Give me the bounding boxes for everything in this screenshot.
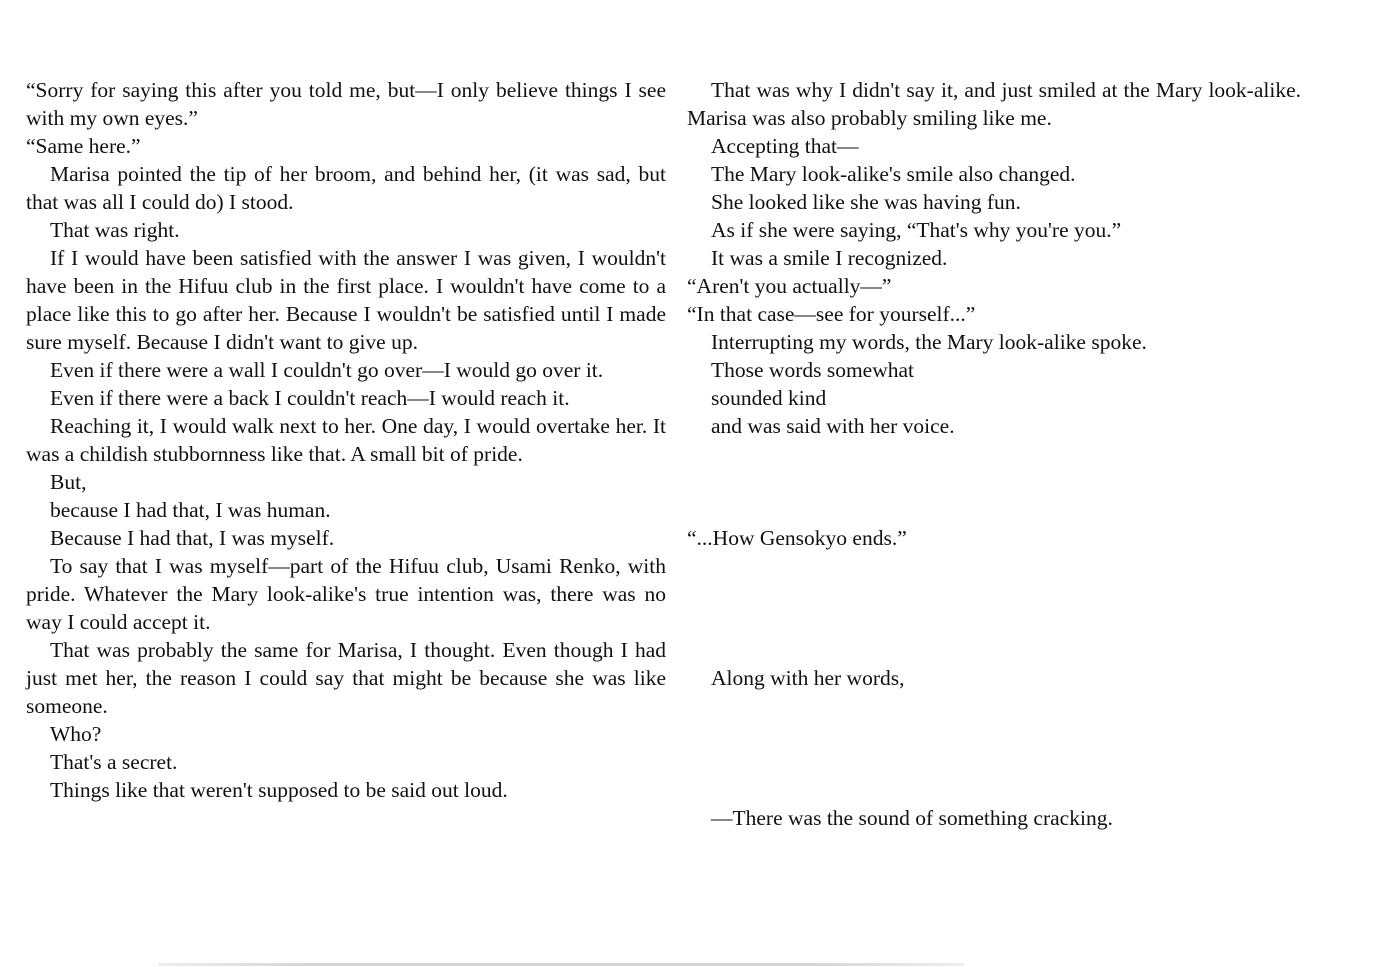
paragraph: Things like that weren't supposed to be said out loud. [50, 778, 508, 802]
paragraph: Marisa pointed the tip of her broom, and behind her, (it was sad, but that was all I could do) I stood. [26, 162, 666, 214]
paragraph: —There was the sound of something cracking. [711, 806, 1113, 830]
paragraph: Interrupting my words, the Mary look-alike spoke. [711, 330, 1147, 354]
blank-space [687, 692, 1301, 804]
paragraph: Accepting that— [711, 134, 859, 158]
paragraph: “Sorry for saying this after you told me, but—I only believe things I see with my own eyes.” [26, 78, 666, 130]
paragraph: Because I had that, I was myself. [50, 526, 335, 550]
page-edge-rule [158, 963, 964, 966]
paragraph: As if she were saying, “That's why you're you.” [711, 218, 1122, 242]
paragraph: Those words somewhat [711, 358, 915, 382]
paragraph: Even if there were a back I couldn't reach—I would reach it. [50, 386, 570, 410]
paragraph: Who? [50, 722, 102, 746]
paragraph: “Same here.” [26, 134, 141, 158]
paragraph: If I would have been satisfied with the answer I was given, I wouldn't have been in the Hifuu club in the first place. I wouldn't have come to a place like this to go after her. Because I wouldn't be satisfied until I made sure myself. Because I didn't want to give up. [26, 246, 666, 354]
paragraph: But, [50, 470, 87, 494]
paragraph: sounded kind [711, 386, 827, 410]
paragraph: and was said with her voice. [711, 414, 955, 438]
paragraph: That was probably the same for Marisa, I thought. Even though I had just met her, the reason I could say that might be because she was like someone. [26, 638, 666, 718]
paragraph: “In that case—see for yourself...” [687, 302, 976, 326]
blank-space [687, 440, 1301, 524]
paragraph: That was why I didn't say it, and just smiled at the Mary look-alike. Marisa was also probably smiling like me. [687, 78, 1301, 130]
paragraph: “Aren't you actually—” [687, 274, 892, 298]
right-text-column [687, 76, 1301, 832]
paragraph: Along with her words, [711, 666, 905, 690]
paragraph: She looked like she was having fun. [711, 190, 1021, 214]
blank-space [687, 552, 1301, 664]
paragraph: Even if there were a wall I couldn't go over—I would go over it. [50, 358, 604, 382]
paragraph: “...How Gensokyo ends.” [687, 526, 907, 550]
paragraph: because I had that, I was human. [50, 498, 331, 522]
left-text-column [26, 76, 666, 804]
paragraph: The Mary look-alike's smile also changed. [711, 162, 1076, 186]
paragraph: It was a smile I recognized. [711, 246, 948, 270]
paragraph: That's a secret. [50, 750, 178, 774]
paragraph: To say that I was myself—part of the Hifuu club, Usami Renko, with pride. Whatever the Mary look-alike's true intention was, there was no way I could accept it. [26, 554, 666, 634]
paragraph: That was right. [50, 218, 180, 242]
paragraph: Reaching it, I would walk next to her. One day, I would overtake her. It was a childish stubbornness like that. A small bit of pride. [26, 414, 666, 466]
